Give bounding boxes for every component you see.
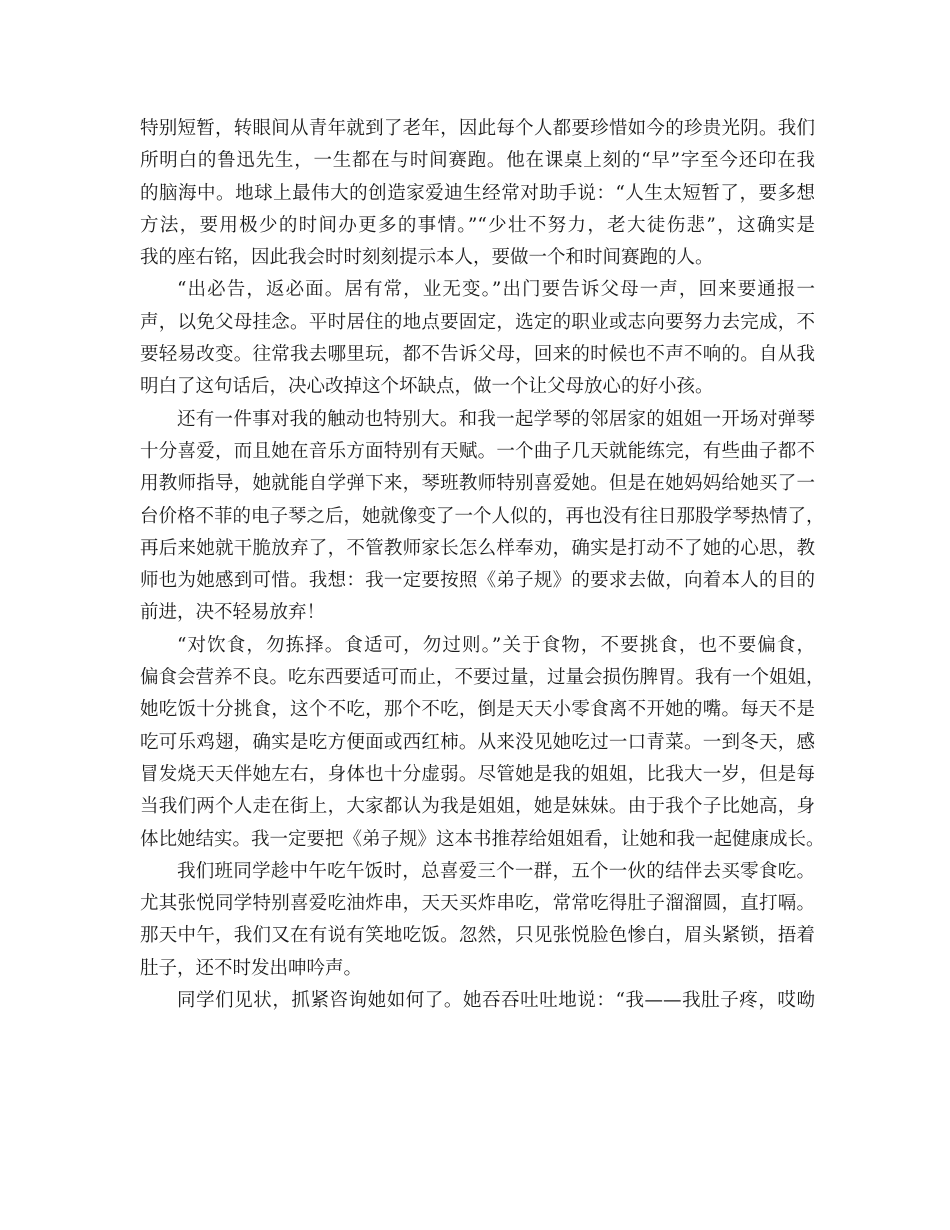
paragraph-line: 声，以免父母挂念。平时居住的地点要固定，选定的职业或志向要努力去完成，不	[140, 311, 815, 333]
paragraph-line: 明白了这句话后，决心改掉这个坏缺点，做一个让父母放心的好小孩。	[140, 376, 714, 398]
paragraph-line: 冒发烧天天伴她左右，身体也十分虚弱。尽管她是我的姐姐，比我大一岁，但是每	[140, 763, 815, 785]
paragraph-line: 十分喜爱，而且她在音乐方面特别有天赋。一个曲子几天就能练完，有些曲子都不	[140, 440, 815, 462]
paragraph-line: 用教师指导，她就能自学弹下来，琴班教师特别喜爱她。但是在她妈妈给她买了一	[140, 473, 815, 495]
paragraph-line: 要轻易改变。往常我去哪里玩，都不告诉父母，回来的时候也不声不响的。自从我	[140, 344, 815, 366]
paragraph-line: 师也为她感到可惜。我想：我一定要按照《弟子规》的要求去做，向着本人的目的	[140, 570, 815, 592]
paragraph-line: 再后来她就干脆放弃了，不管教师家长怎么样奉劝，确实是打动不了她的心思，教	[140, 537, 815, 559]
paragraph-line: “出必告，返必面。居有常，业无变。”出门要告诉父母一声，回来要通报一	[177, 279, 815, 301]
paragraph-line: 那天中午，我们又在有说有笑地吃饭。忽然，只见张悦脸色惨白，眉头紧锁，捂着	[140, 925, 815, 947]
paragraph-line: 吃可乐鸡翅，确实是吃方便面或西红柿。从来没见她吃过一口青菜。一到冬天，感	[140, 731, 815, 753]
paragraph-line: “对饮食，勿拣择。食适可，勿过则。”关于食物，不要挑食，也不要偏食，	[177, 634, 815, 656]
paragraph-line: 方法，要用极少的时间办更多的事情。”“少壮不努力，老大徒伤悲”，这确实是	[140, 214, 815, 236]
paragraph-line: 台价格不菲的电子琴之后，她就像变了一个人似的，再也没有往日那股学琴热情了，	[140, 505, 825, 527]
paragraph-line: 还有一件事对我的触动也特别大。和我一起学琴的邻居家的姐姐一开场对弹琴	[177, 408, 815, 430]
paragraph-line: 同学们见状，抓紧咨询她如何了。她吞吞吐吐地说：“我——我肚子疼，哎呦	[177, 990, 815, 1012]
paragraph-line: 所明白的鲁迅先生，一生都在与时间赛跑。他在课桌上刻的“早”字至今还印在我	[140, 150, 815, 172]
paragraph	[140, 113, 815, 274]
paragraph-line: 的脑海中。地球上最伟大的创造家爱迪生经常对助手说：“人生太短暂了，要多想	[140, 182, 815, 204]
paragraph	[140, 404, 825, 630]
paragraph-line: 肚子，还不时发出呻吟声。	[140, 957, 363, 979]
paragraph-line: 她吃饭十分挑食，这个不吃，那个不吃，倒是天天小零食离不开她的嘴。每天不是	[140, 699, 815, 721]
paragraph-line: 前进，决不轻易放弃！	[140, 602, 326, 624]
paragraph	[140, 856, 815, 985]
paragraph	[140, 630, 825, 856]
document-body	[140, 113, 825, 1017]
paragraph-line: 特别短暂，转眼间从青年就到了老年，因此每个人都要珍惜如今的珍贵光阴。我们	[140, 118, 815, 139]
paragraph-line: 我们班同学趁中午吃午饭时，总喜爱三个一群，五个一伙的结伴去买零食吃。	[177, 860, 815, 882]
paragraph-line: 偏食会营养不良。吃东西要适可而止，不要过量，过量会损伤脾胃。我有一个姐姐，	[140, 667, 825, 689]
paragraph-line: 当我们两个人走在街上，大家都认为我是姐姐，她是妹妹。由于我个子比她高，身	[140, 796, 815, 818]
paragraph	[140, 274, 815, 403]
paragraph	[140, 985, 815, 1017]
paragraph-line: 体比她结实。我一定要把《弟子规》这本书推荐给姐姐看，让她和我一起健康成长。	[140, 828, 825, 850]
paragraph-line: 尤其张悦同学特别喜爱吃油炸串，天天买炸串吃，常常吃得肚子溜溜圆，直打嗝。	[140, 893, 815, 915]
paragraph-line: 我的座右铭，因此我会时时刻刻提示本人，要做一个和时间赛跑的人。	[140, 247, 714, 269]
